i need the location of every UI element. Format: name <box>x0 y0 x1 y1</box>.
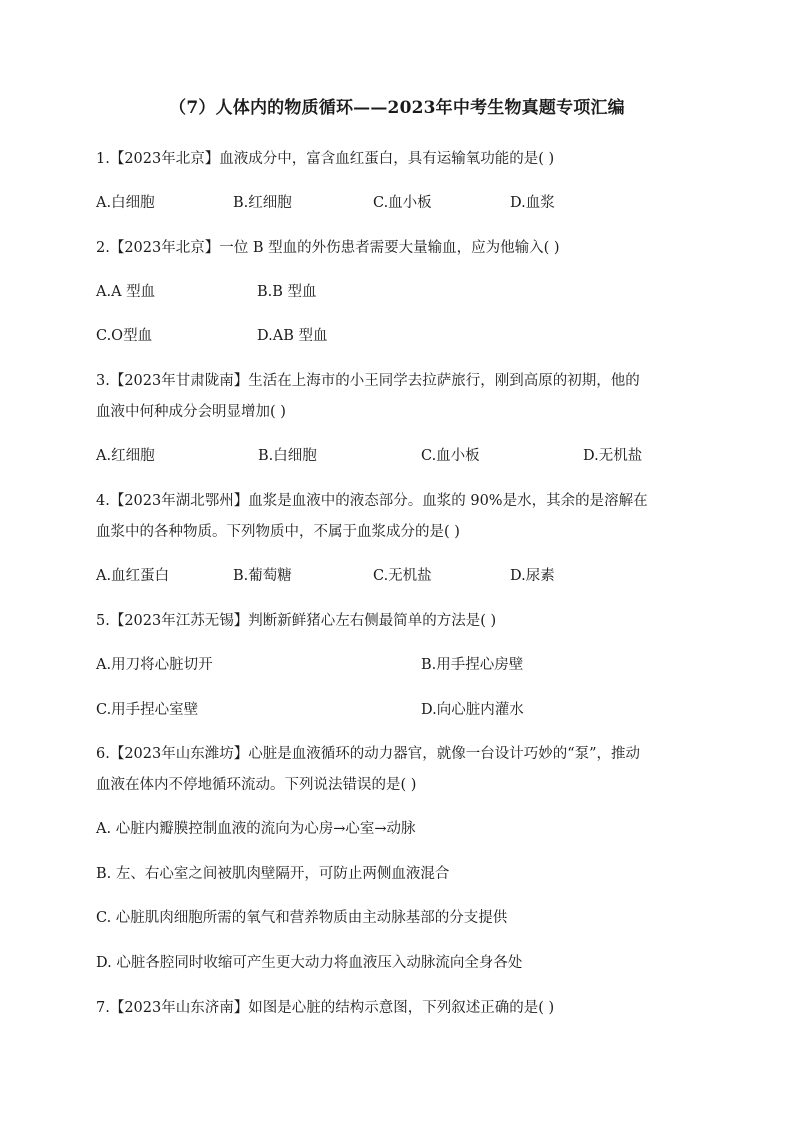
question-3-stem-line-1: 3.【2023年甘肃陇南】生活在上海市的小王同学去拉萨旅行，刚到高原的初期，他的 <box>96 373 640 389</box>
question-2-option-a: A.A 型血 <box>96 284 156 300</box>
question-6-option-b: B. 左、右心室之间被肌肉壁隔开，可防止两侧血液混合 <box>96 866 450 882</box>
question-6-option-c: C. 心脏肌肉细胞所需的氧气和营养物质由主动脉基部的分支提供 <box>96 910 508 926</box>
question-4-stem-line-2: 血浆中的各种物质。下列物质中，不属于血浆成分的是( ) <box>96 524 460 540</box>
question-5-option-d: D.向心脏内灌水 <box>421 702 524 718</box>
question-6-option-a: A. 心脏内瓣膜控制血液的流向为心房→心室→动脉 <box>96 821 416 837</box>
question-5-stem: 5.【2023年江苏无锡】判断新鲜猪心左右侧最简单的方法是( ) <box>96 613 497 629</box>
question-2-option-b: B.B 型血 <box>257 284 317 300</box>
question-2-option-c: C.O型血 <box>96 328 153 344</box>
question-3-option-b: B.白细胞 <box>258 448 317 464</box>
question-1-option-c: C.血小板 <box>373 195 432 211</box>
question-6-stem-line-1: 6.【2023年山东潍坊】心脏是血液循环的动力器官，就像一台设计巧妙的“泵”，推动 <box>96 746 641 762</box>
question-4-stem-line-1: 4.【2023年湖北鄂州】血浆是血液中的液态部分。血浆的 90%是水，其余的是溶解在 <box>96 493 648 509</box>
question-6-stem-line-2: 血液在体内不停地循环流动。下列说法错误的是( ) <box>96 777 417 793</box>
question-1-option-d: D.血浆 <box>510 195 555 211</box>
question-1-stem: 1.【2023年北京】血液成分中，富含血红蛋白，具有运输氧功能的是( ) <box>96 151 555 167</box>
question-4-option-c: C.无机盐 <box>373 568 432 584</box>
question-6-option-d: D. 心脏各腔同时收缩可产生更大动力将血液压入动脉流向全身各处 <box>96 955 523 971</box>
question-7-stem: 7.【2023年山东济南】如图是心脏的结构示意图，下列叙述正确的是( ) <box>96 1000 555 1016</box>
question-5-option-c: C.用手捏心室壁 <box>96 702 199 718</box>
question-5-option-a: A.用刀将心脏切开 <box>96 657 213 673</box>
question-3-option-a: A.红细胞 <box>96 448 155 464</box>
question-4-option-d: D.尿素 <box>510 568 555 584</box>
question-1-option-a: A.白细胞 <box>96 195 155 211</box>
question-2-stem: 2.【2023年北京】一位 B 型血的外伤患者需要大量输血，应为他输入( ) <box>96 240 560 256</box>
question-3-option-c: C.血小板 <box>421 448 480 464</box>
question-2-option-d: D.AB 型血 <box>257 328 328 344</box>
question-1-option-b: B.红细胞 <box>233 195 292 211</box>
question-4-option-b: B.葡萄糖 <box>233 568 292 584</box>
question-3-stem-line-2: 血液中何种成分会明显增加( ) <box>96 404 286 420</box>
page-title: （7）人体内的物质循环——2023年中考生物真题专项汇编 <box>169 98 625 118</box>
question-5-option-b: B.用手捏心房壁 <box>421 657 524 673</box>
question-4-option-a: A.血红蛋白 <box>96 568 170 584</box>
question-3-option-d: D.无机盐 <box>583 448 643 464</box>
